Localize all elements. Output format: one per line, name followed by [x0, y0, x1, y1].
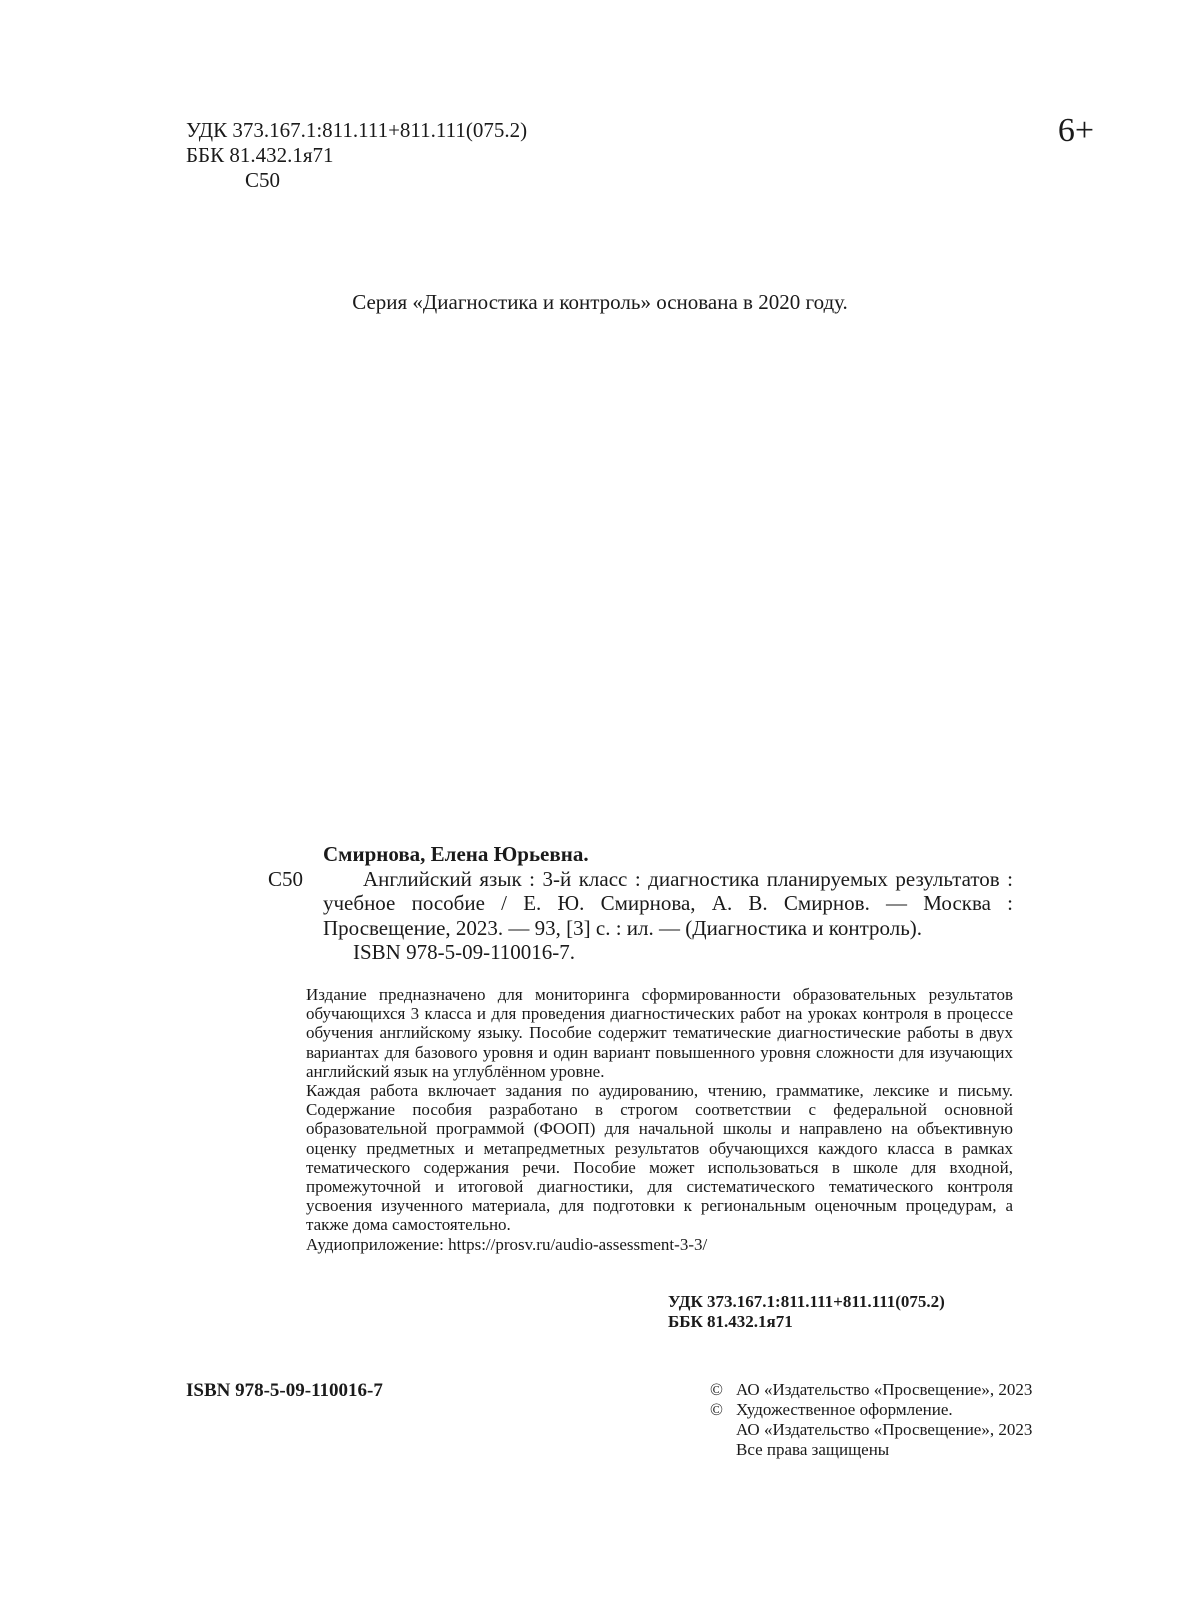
record-cipher: С50	[268, 866, 304, 891]
footer-classification-codes	[668, 1292, 945, 1332]
abstract-paragraph: Каждая работа включает задания по аудированию, чтению, грамматике, лексике и письму. Содержание пособия разработано в строгом соответствии с федеральной основной образовательной программой (ФООП) для начальной школы и направлено на объективную оценку предметных и метапредметных результатов обучающихся каждого класса в рамках тематического содержания речи. Пособие может использоваться в школе для входной, промежуточной и итоговой диагностики, для систематического тематического контроля усвоения изученного материала, для подготовки к региональным оценочным процедурам, а также дома самостоятельно.	[306, 1081, 1013, 1235]
classification-codes	[186, 118, 527, 193]
copyright-block	[710, 1380, 1032, 1460]
record-body	[268, 867, 1013, 941]
record-isbn: ISBN 978-5-09-110016-7.	[353, 940, 576, 964]
copyright-line: АО «Издательство «Просвещение», 2023	[736, 1380, 1033, 1399]
copyright-line: АО «Издательство «Просвещение», 2023	[736, 1420, 1033, 1439]
series-note: Серия «Диагностика и контроль» основана в 2020 году.	[352, 290, 848, 314]
bbk-code: ББК 81.432.1я71	[186, 143, 334, 167]
copyright-line: Художественное оформление.	[736, 1400, 953, 1419]
record-author: Смирнова, Елена Юрьевна.	[323, 842, 589, 866]
footer-bbk: ББК 81.432.1я71	[668, 1312, 793, 1331]
record-description-text: Английский язык : 3-й класс : диагностика планируемых результатов : учебное пособие / Е. Ю. Смирнова, А. В. Смирнов. — Москва : Просвещение, 2023. — 93, [3] с. : ил. — (Диагностика и контроль).	[323, 866, 1013, 940]
copyright-icon: ©	[710, 1400, 723, 1419]
author-cipher: С50	[245, 168, 281, 192]
abstract	[306, 985, 1013, 1254]
age-rating: 6+	[1057, 112, 1094, 149]
footer-udk: УДК 373.167.1:811.111+811.111(075.2)	[668, 1292, 945, 1311]
bibliographic-record	[268, 842, 1013, 965]
copyright-icon: ©	[710, 1380, 723, 1399]
abstract-paragraph: Издание предназначено для мониторинга сформированности образовательных результатов обучающихся 3 класса и для проведения диагностических работ на уроках контроля в процессе обучения английскому языку. Пособие содержит тематические диагностические работы в двух вариантах для базового уровня и один вариант повышенного уровня сложности для изучающих английский язык на углублённом уровне.	[306, 985, 1013, 1081]
rights-reserved: Все права защищены	[736, 1440, 890, 1459]
udk-code: УДК 373.167.1:811.111+811.111(075.2)	[186, 118, 528, 142]
isbn-number: ISBN 978-5-09-110016-7	[186, 1380, 383, 1401]
audio-link: Аудиоприложение: https://prosv.ru/audio-assessment-3-3/	[306, 1234, 708, 1254]
record-description	[323, 867, 1013, 941]
